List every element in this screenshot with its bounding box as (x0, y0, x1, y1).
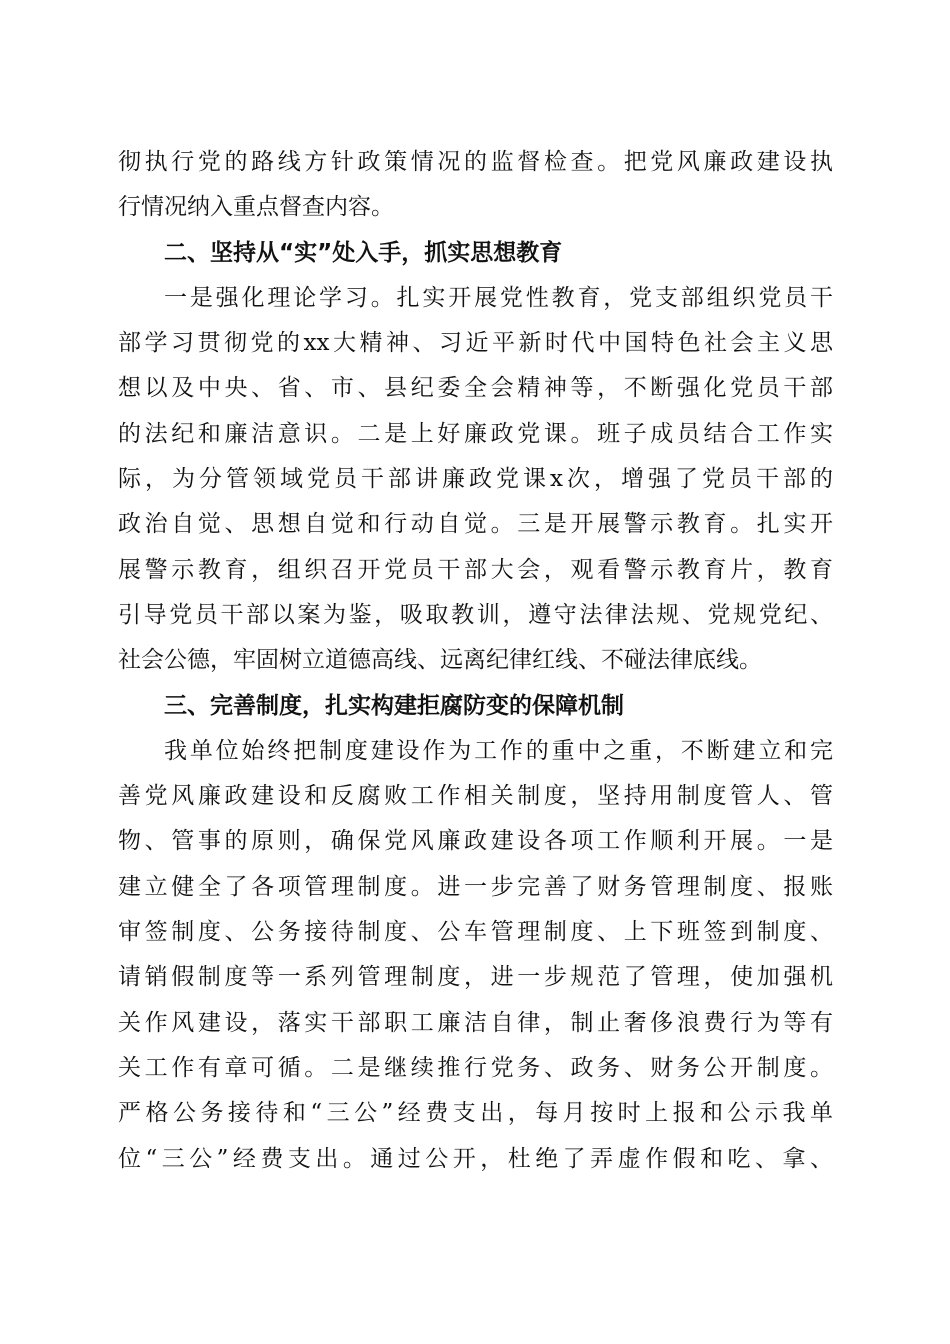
paragraph-line: 严格公务接待和“三公”经费支出，每月按时上报和公示我单 (118, 1100, 833, 1127)
paragraph-line: 请销假制度等一系列管理制度，进一步规范了管理，使加强机 (118, 964, 833, 991)
paragraph-line: 一是强化理论学习。扎实开展党性教育，党支部组织党员干 (164, 284, 833, 311)
paragraph-continuation (118, 140, 833, 231)
paragraph-line: 关作风建设，落实干部职工廉洁自律，制止奢侈浪费行为等有 (118, 1009, 833, 1036)
paragraph-thought-education (118, 276, 833, 684)
paragraph-line: 部学习贯彻党的xx大精神、习近平新时代中国特色社会主义思 (118, 330, 833, 357)
paragraph-line: 社会公德，牢固树立道德高线、远离纪律红线、不碰法律底线。 (118, 647, 762, 674)
paragraph-line: 引导党员干部以案为鉴，吸取教训，遵守法律法规、党规党纪、 (118, 601, 833, 628)
paragraph-line: 政治自觉、思想自觉和行动自觉。三是开展警示教育。扎实开 (118, 511, 833, 538)
paragraph-line: 建立健全了各项管理制度。进一步完善了财务管理制度、报账 (118, 873, 833, 900)
paragraph-line: 彻执行党的路线方针政策情况的监督检查。把党风廉政建设执 (118, 149, 833, 175)
paragraph-line: 行情况纳入重点督查内容。 (118, 194, 394, 221)
section-heading-3: 三、完善制度，扎实构建拒腐防变的保障机制 (164, 692, 624, 719)
paragraph-line: 我单位始终把制度建设作为工作的重中之重，不断建立和完 (164, 737, 833, 764)
document-body (118, 140, 833, 1182)
paragraph-line: 关工作有章可循。二是继续推行党务、政务、财务公开制度。 (118, 1054, 833, 1081)
paragraph-line: 审签制度、公务接待制度、公车管理制度、上下班签到制度、 (118, 919, 833, 946)
paragraph-line: 想以及中央、省、市、县纪委全会精神等，不断强化党员干部 (118, 375, 833, 402)
paragraph-line: 物、管事的原则，确保党风廉政建设各项工作顺利开展。一是 (118, 828, 833, 855)
section-heading-2: 二、坚持从“实”处入手，抓实思想教育 (164, 239, 563, 266)
paragraph-system-building (118, 729, 833, 1182)
paragraph-line: 际，为分管领域党员干部讲廉政党课x次，增强了党员干部的 (118, 466, 833, 493)
paragraph-line: 的法纪和廉洁意识。二是上好廉政党课。班子成员结合工作实 (118, 420, 833, 447)
paragraph-line: 善党风廉政建设和反腐败工作相关制度，坚持用制度管人、管 (118, 783, 833, 810)
paragraph-line: 位“三公”经费支出。通过公开，杜绝了弄虚作假和吃、拿、 (118, 1145, 833, 1172)
paragraph-line: 展警示教育，组织召开党员干部大会，观看警示教育片，教育 (118, 556, 833, 583)
